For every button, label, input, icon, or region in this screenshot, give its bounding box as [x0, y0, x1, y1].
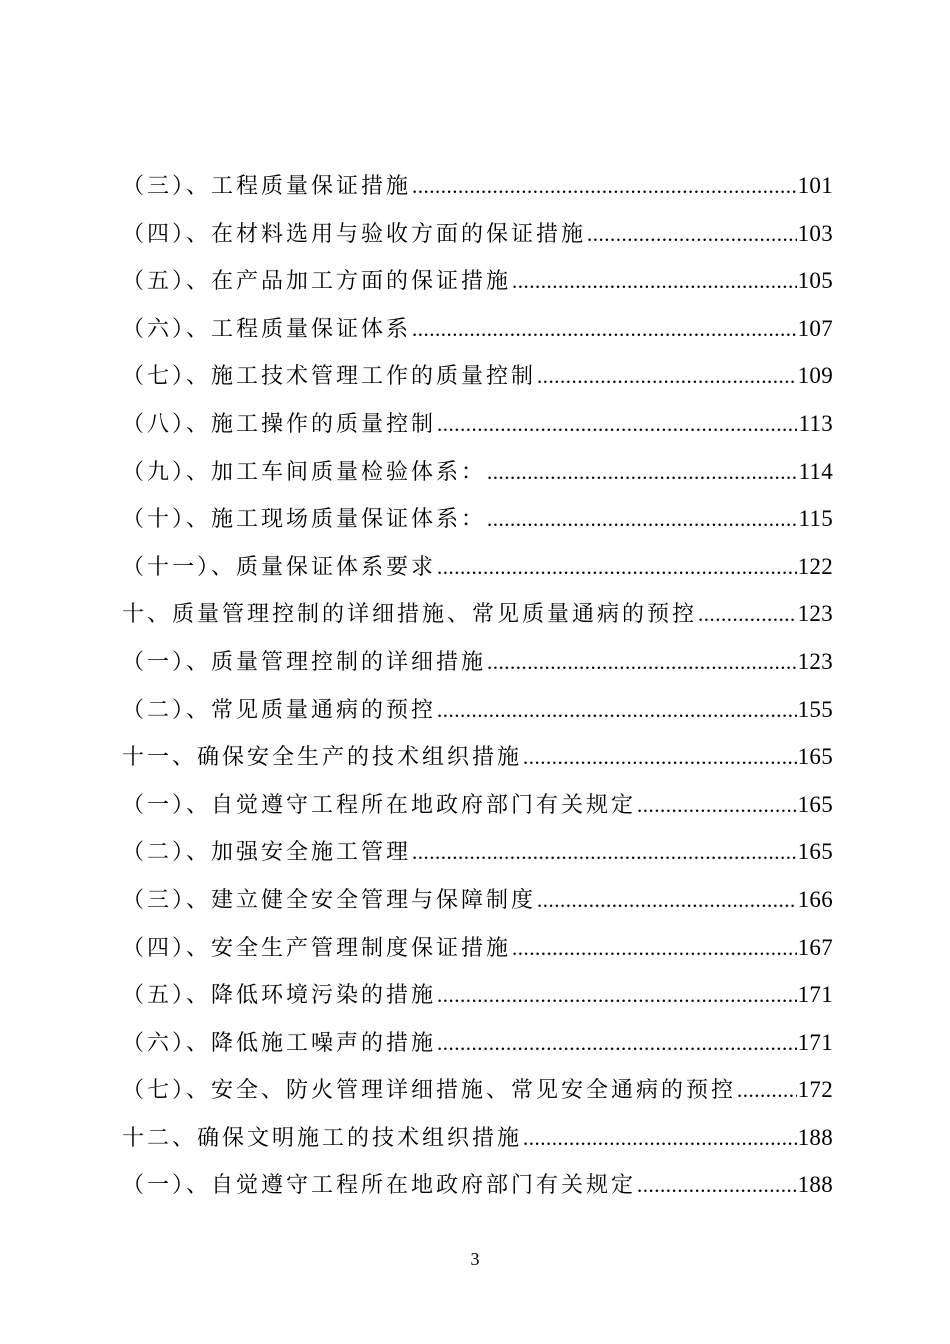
- toc-entry[interactable]: [122, 400, 833, 448]
- toc-entry-page: 115: [798, 506, 833, 532]
- toc-entry-page: 123: [797, 648, 833, 674]
- toc-entry-page: 109: [797, 363, 833, 389]
- toc-entry-title: （五）、在产品加工方面的保证措施: [122, 269, 512, 295]
- page-number: 3: [470, 1249, 480, 1269]
- toc-entry[interactable]: [122, 1019, 833, 1067]
- toc-entry-title: （一）、自觉遵守工程所在地政府部门有关规定: [122, 792, 637, 818]
- toc-entry-page: 113: [798, 410, 833, 436]
- toc-entry-page: 107: [797, 315, 833, 341]
- toc-entry-title: （十）、施工现场质量保证体系：: [122, 507, 487, 533]
- toc-entry-title: （六）、工程质量保证体系: [122, 316, 412, 342]
- toc-entry-page: 155: [797, 696, 833, 722]
- toc-entry-page: 114: [798, 458, 833, 484]
- toc-entry-title: （九）、加工车间质量检验体系：: [122, 459, 487, 485]
- toc-entry[interactable]: [122, 686, 833, 734]
- toc-entry-page: 188: [797, 1124, 833, 1150]
- toc-leader-dots: [487, 449, 797, 497]
- toc-leader-dots: [437, 401, 797, 449]
- toc-entry-page: 172: [797, 1077, 833, 1103]
- toc-leader-dots: [437, 1020, 797, 1068]
- toc-entry[interactable]: [122, 638, 833, 686]
- toc-entry[interactable]: [122, 543, 833, 591]
- toc-entry[interactable]: [122, 876, 833, 924]
- toc-entry-title: （一）、质量管理控制的详细措施: [122, 649, 487, 675]
- toc-leader-dots: [698, 591, 797, 639]
- toc-entry-title: 十二、确保文明施工的技术组织措施: [122, 1125, 523, 1151]
- toc-entry-title: 十一、确保安全生产的技术组织措施: [122, 745, 523, 771]
- toc-entry-title: （四）、在材料选用与验收方面的保证措施: [122, 221, 587, 247]
- toc-leader-dots: [637, 782, 797, 830]
- toc-leader-dots: [412, 163, 797, 211]
- toc-leader-dots: [523, 1115, 797, 1163]
- toc-leader-dots: [637, 1162, 797, 1210]
- toc-entry-page: 171: [797, 1029, 833, 1055]
- toc-entry-page: 101: [797, 173, 833, 198]
- toc-entry-page: 171: [797, 982, 833, 1008]
- toc-entry-title: （四）、安全生产管理制度保证措施: [122, 935, 512, 961]
- toc-leader-dots: [437, 972, 797, 1020]
- toc-leader-dots: [512, 258, 797, 306]
- toc-entry-page: 103: [797, 220, 833, 246]
- toc-entry-page: 165: [797, 791, 833, 817]
- toc-entry[interactable]: [122, 1114, 833, 1162]
- toc-entry-page: 165: [797, 744, 833, 770]
- toc-entry-page: 105: [797, 268, 833, 294]
- table-of-contents: [122, 162, 833, 1209]
- toc-entry-title: （一）、自觉遵守工程所在地政府部门有关规定: [122, 1173, 637, 1199]
- toc-leader-dots: [437, 687, 797, 735]
- toc-entry[interactable]: [122, 257, 833, 305]
- toc-entry[interactable]: [122, 162, 833, 210]
- toc-entry-title: （六）、降低施工噪声的措施: [122, 1030, 437, 1056]
- toc-leader-dots: [487, 496, 797, 544]
- toc-entry[interactable]: [122, 305, 833, 353]
- toc-entry[interactable]: [122, 828, 833, 876]
- toc-entry[interactable]: [122, 495, 833, 543]
- toc-entry-title: （五）、降低环境污染的措施: [122, 983, 437, 1009]
- toc-entry-page: 188: [797, 1172, 833, 1198]
- toc-entry[interactable]: [122, 210, 833, 258]
- toc-entry[interactable]: [122, 781, 833, 829]
- toc-leader-dots: [737, 1067, 797, 1115]
- toc-entry[interactable]: [122, 1161, 833, 1209]
- toc-entry-title: （八）、施工操作的质量控制: [122, 411, 437, 437]
- toc-leader-dots: [537, 877, 797, 925]
- toc-entry-page: 123: [797, 601, 833, 627]
- toc-entry-page: 122: [797, 553, 833, 579]
- toc-entry-page: 165: [797, 839, 833, 865]
- toc-entry[interactable]: [122, 924, 833, 972]
- toc-leader-dots: [412, 306, 797, 354]
- toc-entry-title: （七）、施工技术管理工作的质量控制: [122, 364, 537, 390]
- toc-entry-title: 十、质量管理控制的详细措施、常见质量通病的预控: [122, 602, 698, 628]
- toc-entry-page: 166: [797, 886, 833, 912]
- toc-entry-title: （二）、常见质量通病的预控: [122, 697, 437, 723]
- toc-leader-dots: [587, 211, 797, 259]
- toc-leader-dots: [437, 544, 797, 592]
- toc-entry-title: （二）、加强安全施工管理: [122, 840, 412, 866]
- toc-leader-dots: [523, 734, 797, 782]
- toc-entry[interactable]: [122, 448, 833, 496]
- toc-leader-dots: [512, 925, 797, 973]
- toc-entry[interactable]: [122, 971, 833, 1019]
- toc-entry-page: 167: [797, 934, 833, 960]
- toc-leader-dots: [412, 829, 797, 877]
- toc-entry[interactable]: [122, 1066, 833, 1114]
- toc-entry[interactable]: [122, 352, 833, 400]
- toc-entry[interactable]: [122, 733, 833, 781]
- toc-entry[interactable]: [122, 590, 833, 638]
- toc-entry-title: （七）、安全、防火管理详细措施、常见安全通病的预控: [122, 1078, 737, 1104]
- toc-entry-title: （十一）、质量保证体系要求: [122, 554, 437, 580]
- toc-entry-title: （三）、工程质量保证措施: [122, 174, 412, 199]
- toc-leader-dots: [537, 353, 797, 401]
- toc-entry-title: （三）、建立健全安全管理与保障制度: [122, 887, 537, 913]
- toc-leader-dots: [487, 639, 797, 687]
